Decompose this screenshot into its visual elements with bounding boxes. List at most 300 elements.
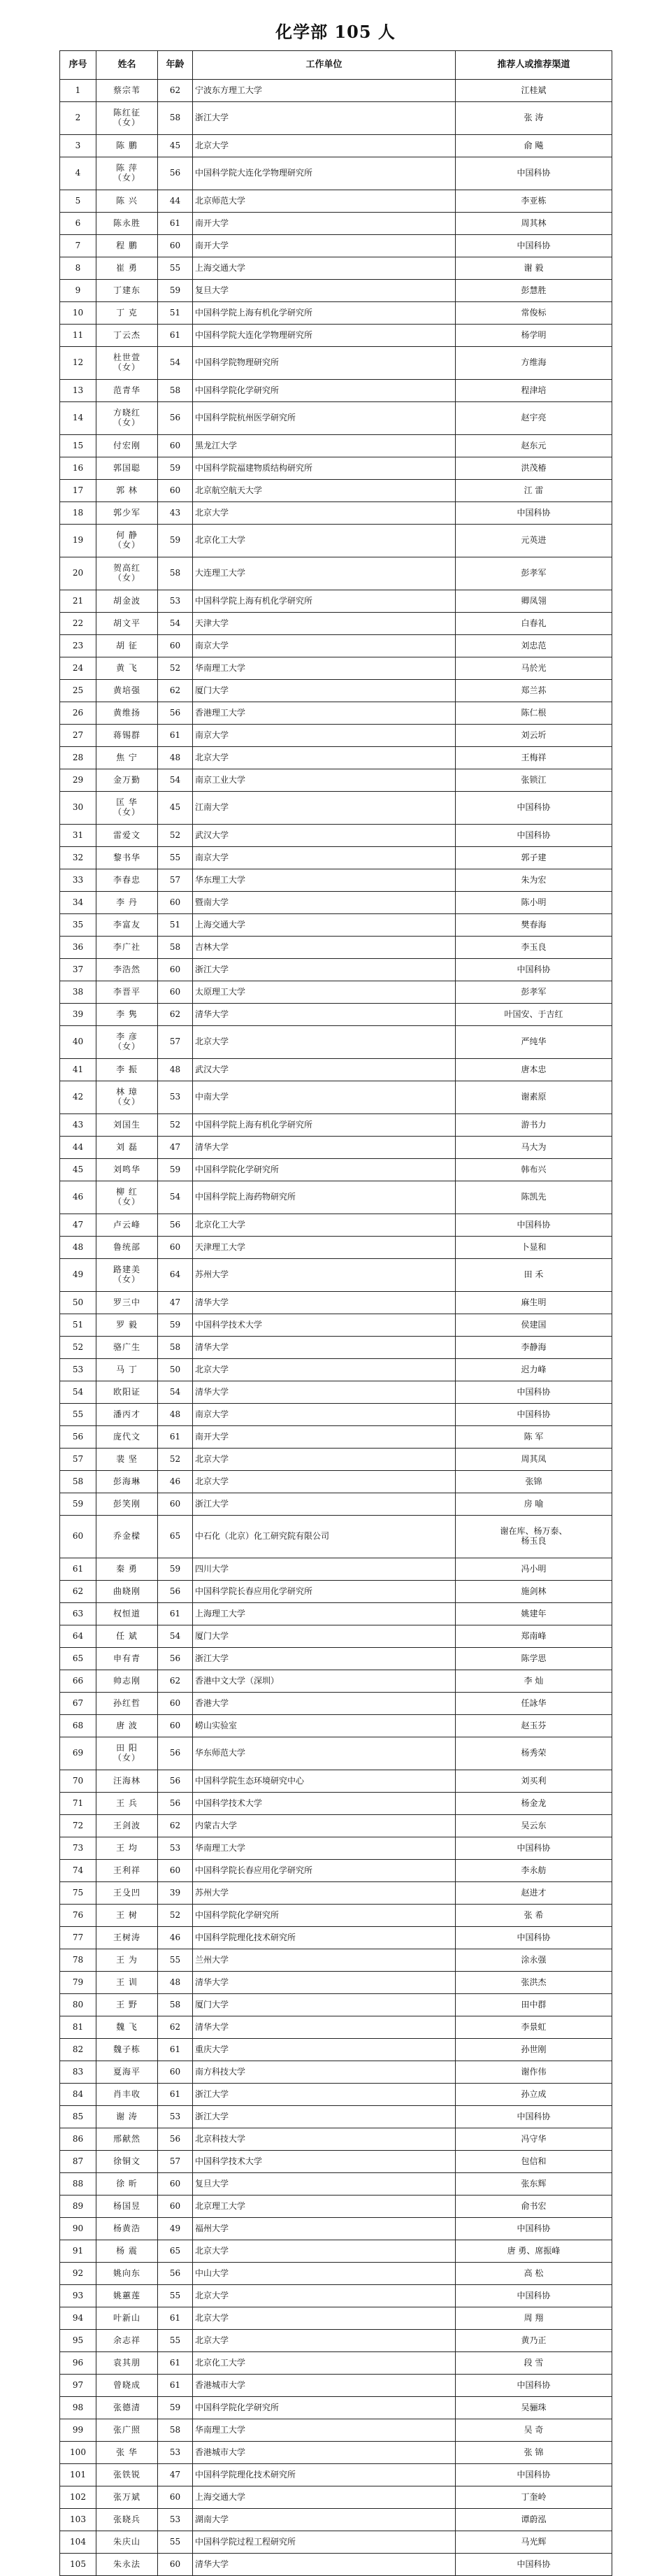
- row-name: 李浩然: [96, 959, 158, 981]
- row-age: 49: [158, 2218, 193, 2240]
- row-age: 55: [158, 2531, 193, 2554]
- table-row: [60, 557, 612, 590]
- row-recommender: 赵东元: [456, 435, 612, 457]
- row-index: 66: [60, 1670, 96, 1693]
- column-header-age: 年龄: [158, 51, 193, 80]
- row-workplace: 清华大学: [193, 1004, 456, 1026]
- table-row: [60, 435, 612, 457]
- table-row: [60, 1214, 612, 1237]
- row-workplace: 浙江大学: [193, 102, 456, 135]
- row-index: 13: [60, 380, 96, 402]
- row-recommender: 中国科协: [456, 2218, 612, 2240]
- row-name: 张 华: [96, 2442, 158, 2464]
- row-name: 卢云峰: [96, 1214, 158, 1237]
- table-row: [60, 769, 612, 792]
- row-index: 30: [60, 792, 96, 825]
- row-recommender: 李景虹: [456, 2016, 612, 2039]
- table-row: [60, 590, 612, 613]
- row-age: 57: [158, 2151, 193, 2173]
- row-recommender: 姚建年: [456, 1603, 612, 1625]
- row-name: 蔡宗苇: [96, 80, 158, 102]
- row-name: 罗三中: [96, 1292, 158, 1314]
- row-index: 42: [60, 1081, 96, 1114]
- row-index: 65: [60, 1648, 96, 1670]
- row-index: 27: [60, 725, 96, 747]
- row-index: 102: [60, 2486, 96, 2509]
- row-workplace: 崂山实验室: [193, 1715, 456, 1737]
- row-age: 58: [158, 1994, 193, 2016]
- row-age: 53: [158, 2509, 193, 2531]
- row-name: 魏子栋: [96, 2039, 158, 2061]
- row-index: 80: [60, 1994, 96, 2016]
- row-age: 56: [158, 2128, 193, 2151]
- row-index: 95: [60, 2330, 96, 2352]
- row-age: 59: [158, 1314, 193, 1337]
- row-age: 48: [158, 1059, 193, 1081]
- table-row: [60, 747, 612, 769]
- row-name: 王树涛: [96, 1927, 158, 1949]
- row-name: 王剑波: [96, 1815, 158, 1837]
- table-row: [60, 2419, 612, 2442]
- row-age: 65: [158, 1516, 193, 1558]
- row-recommender: 黄乃正: [456, 2330, 612, 2352]
- row-recommender: 王梅祥: [456, 747, 612, 769]
- row-recommender: 李永舫: [456, 1860, 612, 1882]
- table-row: [60, 157, 612, 190]
- table-row: [60, 2106, 612, 2128]
- table-row: [60, 2285, 612, 2307]
- row-recommender: 中国科协: [456, 502, 612, 525]
- row-recommender: 张东辉: [456, 2173, 612, 2196]
- table-row: [60, 1114, 612, 1137]
- row-index: 15: [60, 435, 96, 457]
- row-workplace: 中国科学院化学研究所: [193, 1905, 456, 1927]
- table-row: [60, 1882, 612, 1905]
- row-age: 56: [158, 1581, 193, 1603]
- row-index: 31: [60, 825, 96, 847]
- row-index: 50: [60, 1292, 96, 1314]
- row-workplace: 中国科学院上海有机化学研究所: [193, 590, 456, 613]
- row-age: 60: [158, 2196, 193, 2218]
- row-recommender: 周其林: [456, 213, 612, 235]
- row-index: 24: [60, 657, 96, 680]
- row-index: 28: [60, 747, 96, 769]
- row-recommender: 马大为: [456, 1137, 612, 1159]
- row-age: 56: [158, 402, 193, 435]
- row-age: 62: [158, 1815, 193, 1837]
- table-row: [60, 2263, 612, 2285]
- row-workplace: 南京大学: [193, 725, 456, 747]
- row-age: 61: [158, 1426, 193, 1449]
- row-recommender: 刘云圻: [456, 725, 612, 747]
- row-age: 48: [158, 1972, 193, 1994]
- table-row: [60, 1026, 612, 1059]
- table-row: [60, 1603, 612, 1625]
- row-index: 91: [60, 2240, 96, 2263]
- row-recommender: 叶国安、于吉红: [456, 1004, 612, 1026]
- row-name: 陈 萍 （女）: [96, 157, 158, 190]
- row-name: 贺高红 （女）: [96, 557, 158, 590]
- row-name: 胡文平: [96, 613, 158, 635]
- row-recommender: 刘买利: [456, 1770, 612, 1793]
- row-workplace: 暨南大学: [193, 892, 456, 914]
- row-index: 23: [60, 635, 96, 657]
- row-age: 53: [158, 1081, 193, 1114]
- row-index: 48: [60, 1237, 96, 1259]
- row-workplace: 南方科技大学: [193, 2061, 456, 2084]
- row-name: 雷爱文: [96, 825, 158, 847]
- row-index: 64: [60, 1625, 96, 1648]
- row-age: 59: [158, 280, 193, 302]
- row-workplace: 苏州大学: [193, 1882, 456, 1905]
- row-workplace: 重庆大学: [193, 2039, 456, 2061]
- table-row: [60, 402, 612, 435]
- row-workplace: 北京大学: [193, 1026, 456, 1059]
- row-recommender: 卿凤翎: [456, 590, 612, 613]
- row-age: 59: [158, 525, 193, 557]
- row-index: 43: [60, 1114, 96, 1137]
- row-recommender: 郑兰荪: [456, 680, 612, 702]
- row-workplace: 北京大学: [193, 747, 456, 769]
- table-row: [60, 2531, 612, 2554]
- row-age: 53: [158, 590, 193, 613]
- row-recommender: 赵宇亮: [456, 402, 612, 435]
- row-age: 60: [158, 1493, 193, 1516]
- row-workplace: 南京大学: [193, 1404, 456, 1426]
- row-age: 45: [158, 135, 193, 157]
- table-row: [60, 257, 612, 280]
- row-workplace: 中国科学院福建物质结构研究所: [193, 457, 456, 480]
- row-index: 26: [60, 702, 96, 725]
- row-name: 徐铜文: [96, 2151, 158, 2173]
- row-name: 彭笑刚: [96, 1493, 158, 1516]
- row-index: 71: [60, 1793, 96, 1815]
- row-recommender: 中国科协: [456, 2554, 612, 2576]
- row-name: 王殳凹: [96, 1882, 158, 1905]
- row-age: 61: [158, 725, 193, 747]
- row-workplace: 浙江大学: [193, 2106, 456, 2128]
- row-recommender: 吴云东: [456, 1815, 612, 1837]
- row-index: 103: [60, 2509, 96, 2531]
- row-workplace: 香港中文大学（深圳）: [193, 1670, 456, 1693]
- row-workplace: 复旦大学: [193, 280, 456, 302]
- table-row: [60, 2084, 612, 2106]
- row-name: 张广照: [96, 2419, 158, 2442]
- row-index: 61: [60, 1558, 96, 1581]
- row-name: 张万斌: [96, 2486, 158, 2509]
- row-age: 54: [158, 769, 193, 792]
- row-age: 46: [158, 1471, 193, 1493]
- row-recommender: 陈仁根: [456, 702, 612, 725]
- table-row: [60, 80, 612, 102]
- row-index: 99: [60, 2419, 96, 2442]
- table-row: [60, 2061, 612, 2084]
- row-recommender: 谢素原: [456, 1081, 612, 1114]
- row-workplace: 中国科学院生态环境研究中心: [193, 1770, 456, 1793]
- row-name: 丁云杰: [96, 325, 158, 347]
- row-index: 84: [60, 2084, 96, 2106]
- table-row: [60, 1994, 612, 2016]
- row-workplace: 北京化工大学: [193, 1214, 456, 1237]
- row-name: 李广社: [96, 937, 158, 959]
- row-recommender: 高 松: [456, 2263, 612, 2285]
- table-row: [60, 135, 612, 157]
- row-recommender: 迟力峰: [456, 1359, 612, 1381]
- row-age: 60: [158, 435, 193, 457]
- row-name: 王 树: [96, 1905, 158, 1927]
- row-recommender: 周 翔: [456, 2307, 612, 2330]
- row-workplace: 厦门大学: [193, 1625, 456, 1648]
- row-workplace: 清华大学: [193, 2016, 456, 2039]
- row-index: 62: [60, 1581, 96, 1603]
- row-age: 60: [158, 1860, 193, 1882]
- table-row: [60, 1516, 612, 1558]
- row-workplace: 香港大学: [193, 1693, 456, 1715]
- row-age: 54: [158, 1381, 193, 1404]
- table-row: [60, 2151, 612, 2173]
- row-workplace: 浙江大学: [193, 1493, 456, 1516]
- row-age: 45: [158, 792, 193, 825]
- row-workplace: 厦门大学: [193, 680, 456, 702]
- row-name: 王 均: [96, 1837, 158, 1860]
- row-workplace: 内蒙古大学: [193, 1815, 456, 1837]
- row-recommender: 赵玉芬: [456, 1715, 612, 1737]
- row-recommender: 施剑林: [456, 1581, 612, 1603]
- row-recommender: 谢作伟: [456, 2061, 612, 2084]
- row-name: 骆广生: [96, 1337, 158, 1359]
- row-index: 47: [60, 1214, 96, 1237]
- row-recommender: 张锁江: [456, 769, 612, 792]
- row-recommender: 程津培: [456, 380, 612, 402]
- row-name: 张铁锐: [96, 2464, 158, 2486]
- row-workplace: 华东理工大学: [193, 869, 456, 892]
- row-recommender: 李 灿: [456, 1670, 612, 1693]
- row-workplace: 兰州大学: [193, 1949, 456, 1972]
- row-name: 陈 兴: [96, 190, 158, 213]
- row-recommender: 朱为宏: [456, 869, 612, 892]
- row-workplace: 上海交通大学: [193, 257, 456, 280]
- table-row: [60, 2486, 612, 2509]
- row-index: 12: [60, 347, 96, 380]
- table-row: [60, 2240, 612, 2263]
- row-name: 刘鸣华: [96, 1159, 158, 1181]
- row-age: 57: [158, 869, 193, 892]
- table-row: [60, 2196, 612, 2218]
- row-age: 53: [158, 1837, 193, 1860]
- row-recommender: 谭蔚泓: [456, 2509, 612, 2531]
- row-recommender: 谢 毅: [456, 257, 612, 280]
- row-workplace: 浙江大学: [193, 959, 456, 981]
- row-name: 丁建东: [96, 280, 158, 302]
- row-index: 2: [60, 102, 96, 135]
- row-age: 62: [158, 1004, 193, 1026]
- table-row: [60, 1837, 612, 1860]
- row-workplace: 香港理工大学: [193, 702, 456, 725]
- row-age: 60: [158, 480, 193, 502]
- row-index: 8: [60, 257, 96, 280]
- row-recommender: 李静海: [456, 1337, 612, 1359]
- row-age: 62: [158, 680, 193, 702]
- row-workplace: 上海交通大学: [193, 2486, 456, 2509]
- table-row: [60, 2039, 612, 2061]
- row-index: 75: [60, 1882, 96, 1905]
- row-age: 53: [158, 2442, 193, 2464]
- row-recommender: 中国科协: [456, 1381, 612, 1404]
- row-index: 36: [60, 937, 96, 959]
- row-recommender: 中国科协: [456, 2106, 612, 2128]
- row-index: 11: [60, 325, 96, 347]
- row-recommender: 杨学明: [456, 325, 612, 347]
- row-workplace: 华南理工大学: [193, 657, 456, 680]
- table-row: [60, 702, 612, 725]
- row-index: 76: [60, 1905, 96, 1927]
- row-age: 55: [158, 2330, 193, 2352]
- row-index: 60: [60, 1516, 96, 1558]
- table-row: [60, 1181, 612, 1214]
- row-name: 王利祥: [96, 1860, 158, 1882]
- row-workplace: 中国科学院长春应用化学研究所: [193, 1860, 456, 1882]
- table-row: [60, 2128, 612, 2151]
- row-age: 61: [158, 2084, 193, 2106]
- row-recommender: 田中群: [456, 1994, 612, 2016]
- row-index: 79: [60, 1972, 96, 1994]
- row-workplace: 北京大学: [193, 502, 456, 525]
- row-age: 60: [158, 959, 193, 981]
- row-workplace: 中国科学技术大学: [193, 1793, 456, 1815]
- table-row: [60, 102, 612, 135]
- row-age: 61: [158, 2307, 193, 2330]
- row-age: 54: [158, 1181, 193, 1214]
- row-name: 王 训: [96, 1972, 158, 1994]
- row-age: 60: [158, 1715, 193, 1737]
- candidate-table: [59, 50, 612, 2576]
- row-workplace: 中国科学院物理研究所: [193, 347, 456, 380]
- table-row: [60, 1159, 612, 1181]
- row-index: 38: [60, 981, 96, 1004]
- row-recommender: 中国科协: [456, 1837, 612, 1860]
- table-row: [60, 657, 612, 680]
- row-age: 39: [158, 1882, 193, 1905]
- row-age: 61: [158, 325, 193, 347]
- row-index: 19: [60, 525, 96, 557]
- table-row: [60, 1337, 612, 1359]
- row-name: 匡 华 （女）: [96, 792, 158, 825]
- table-row: [60, 937, 612, 959]
- row-name: 杨国昱: [96, 2196, 158, 2218]
- row-name: 夏海平: [96, 2061, 158, 2084]
- row-workplace: 南开大学: [193, 1426, 456, 1449]
- row-recommender: 中国科协: [456, 2285, 612, 2307]
- row-name: 焦 宁: [96, 747, 158, 769]
- row-workplace: 福州大学: [193, 2218, 456, 2240]
- table-row: [60, 1949, 612, 1972]
- row-recommender: 韩布兴: [456, 1159, 612, 1181]
- row-workplace: 中国科学院杭州医学研究所: [193, 402, 456, 435]
- row-name: 胡金波: [96, 590, 158, 613]
- table-row: [60, 847, 612, 869]
- row-workplace: 香港城市大学: [193, 2442, 456, 2464]
- row-name: 袁其朋: [96, 2352, 158, 2375]
- table-row: [60, 1927, 612, 1949]
- table-row: [60, 959, 612, 981]
- row-age: 58: [158, 937, 193, 959]
- row-recommender: 彭孝军: [456, 981, 612, 1004]
- row-workplace: 吉林大学: [193, 937, 456, 959]
- row-recommender: 唐本忠: [456, 1059, 612, 1081]
- row-workplace: 大连理工大学: [193, 557, 456, 590]
- row-age: 58: [158, 1337, 193, 1359]
- row-workplace: 中国科学院大连化学物理研究所: [193, 325, 456, 347]
- row-name: 唐 波: [96, 1715, 158, 1737]
- row-recommender: 中国科协: [456, 2464, 612, 2486]
- row-index: 58: [60, 1471, 96, 1493]
- row-index: 56: [60, 1426, 96, 1449]
- table-row: [60, 525, 612, 557]
- row-index: 14: [60, 402, 96, 435]
- table-row: [60, 981, 612, 1004]
- row-recommender: 赵进才: [456, 1882, 612, 1905]
- row-name: 余志祥: [96, 2330, 158, 2352]
- row-index: 55: [60, 1404, 96, 1426]
- row-name: 乔金樑: [96, 1516, 158, 1558]
- row-index: 46: [60, 1181, 96, 1214]
- row-index: 81: [60, 2016, 96, 2039]
- row-name: 王 野: [96, 1994, 158, 2016]
- row-workplace: 太原理工大学: [193, 981, 456, 1004]
- row-index: 4: [60, 157, 96, 190]
- row-workplace: 中国科学院化学研究所: [193, 1159, 456, 1181]
- row-age: 48: [158, 747, 193, 769]
- row-index: 9: [60, 280, 96, 302]
- row-recommender: 中国科协: [456, 792, 612, 825]
- table-row: [60, 2218, 612, 2240]
- row-name: 刘国生: [96, 1114, 158, 1137]
- row-recommender: 刘忠范: [456, 635, 612, 657]
- row-workplace: 武汉大学: [193, 825, 456, 847]
- row-index: 40: [60, 1026, 96, 1059]
- row-recommender: 周其凤: [456, 1449, 612, 1471]
- row-index: 67: [60, 1693, 96, 1715]
- row-recommender: 涂永强: [456, 1949, 612, 1972]
- row-workplace: 清华大学: [193, 2554, 456, 2576]
- row-index: 16: [60, 457, 96, 480]
- row-recommender: 吴骊珠: [456, 2397, 612, 2419]
- row-workplace: 江南大学: [193, 792, 456, 825]
- row-workplace: 中国科学院理化技术研究所: [193, 2464, 456, 2486]
- row-recommender: 中国科协: [456, 2375, 612, 2397]
- row-name: 罗 毅: [96, 1314, 158, 1337]
- row-recommender: 方维海: [456, 347, 612, 380]
- row-name: 帅志刚: [96, 1670, 158, 1693]
- row-recommender: 杨金龙: [456, 1793, 612, 1815]
- row-name: 陈红征 （女）: [96, 102, 158, 135]
- row-index: 44: [60, 1137, 96, 1159]
- row-workplace: 北京大学: [193, 2330, 456, 2352]
- row-age: 64: [158, 1259, 193, 1292]
- table-row: [60, 613, 612, 635]
- row-workplace: 天津理工大学: [193, 1237, 456, 1259]
- row-workplace: 中国科学院上海药物研究所: [193, 1181, 456, 1214]
- row-age: 65: [158, 2240, 193, 2263]
- row-workplace: 华东师范大学: [193, 1737, 456, 1770]
- row-workplace: 上海理工大学: [193, 1603, 456, 1625]
- row-index: 1: [60, 80, 96, 102]
- row-age: 61: [158, 2352, 193, 2375]
- row-name: 路建美 （女）: [96, 1259, 158, 1292]
- row-age: 59: [158, 457, 193, 480]
- row-index: 54: [60, 1381, 96, 1404]
- table-row: [60, 1259, 612, 1292]
